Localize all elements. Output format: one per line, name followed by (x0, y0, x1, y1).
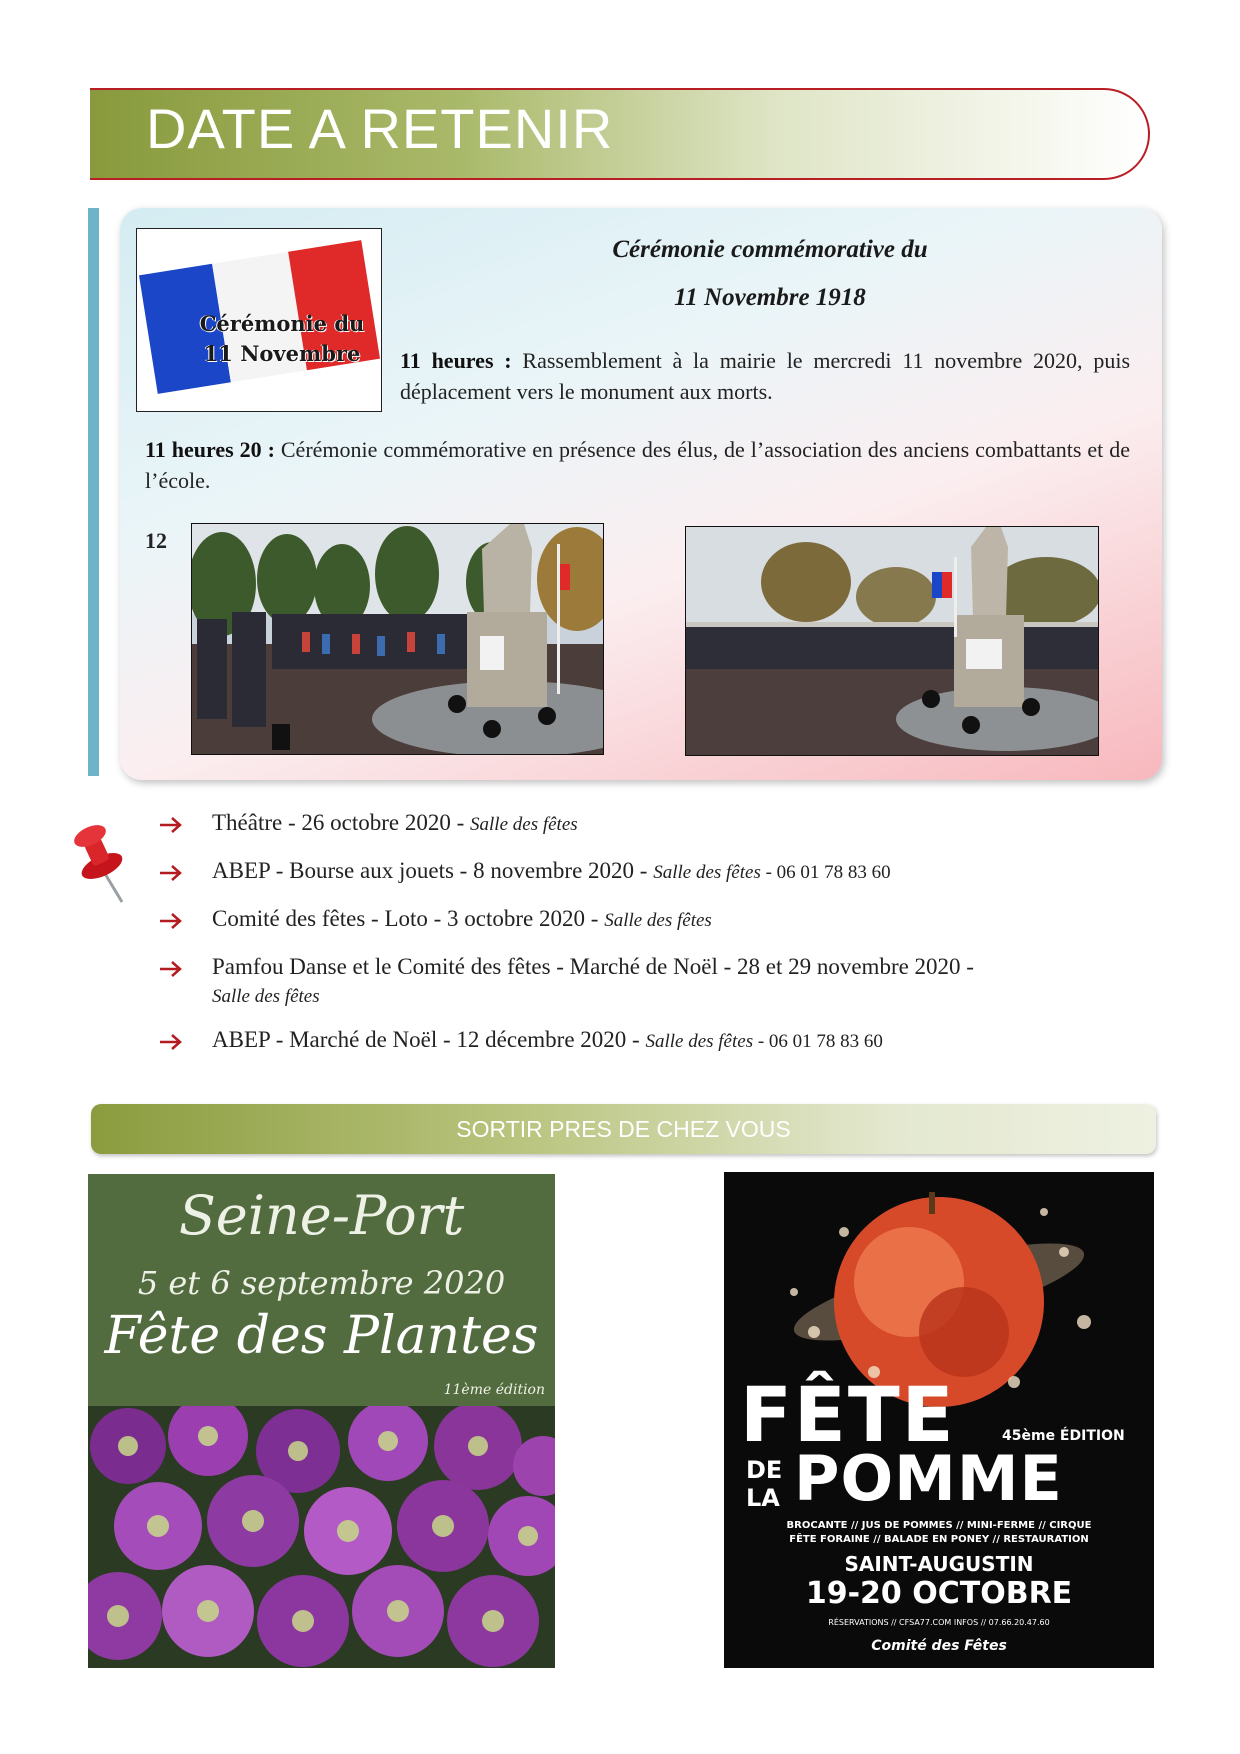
pushpin-icon (68, 820, 138, 906)
hydrangea-image (88, 1406, 555, 1668)
ceremony-photo-1 (191, 523, 604, 755)
poster1-edition: 11ème édition (443, 1382, 545, 1398)
event-item-2 (212, 857, 891, 887)
poster2-edition: 45ème ÉDITION (1002, 1428, 1125, 1444)
poster2-dates: 19-20 OCTOBRE (805, 1576, 1073, 1611)
poster-fete-de-la-pomme (724, 1172, 1154, 1668)
event-item-4 (212, 953, 1132, 1011)
poster2-place: SAINT-AUGUSTIN (844, 1552, 1034, 1576)
event-place: Salle des fêtes (604, 910, 712, 931)
poster-fete-des-plantes (88, 1174, 555, 1668)
header-banner (90, 88, 1150, 180)
event-text: ABEP - Bourse aux jouets - 8 novembre 2020 - (212, 858, 654, 883)
poster1-town: Seine-Port (178, 1184, 465, 1247)
paragraph-1-text: Rassemblement à la mairie le mercredi 11 novembre 2020, puis déplacement vers le monument aux morts. (400, 348, 1131, 404)
ceremony-flag-image (136, 228, 382, 412)
arrow-icon (158, 863, 184, 883)
poster2-activities-1: BROCANTE // JUS DE POMMES // MINI-FERME // CIRQUE (786, 1520, 1092, 1531)
arrow-icon (158, 1032, 184, 1052)
event-place: Salle des fêtes (470, 814, 578, 835)
paragraph-2-text: Cérémonie commémorative en présence des élus, de l’association des anciens combattants et de l’école. (145, 437, 1131, 493)
poster2-organizer: Comité des Fêtes (871, 1638, 1007, 1654)
event-text: Comité des fêtes - Loto - 3 octobre 2020 - (212, 906, 605, 931)
arrow-icon (158, 959, 184, 979)
event-place: Salle des fêtes (645, 1031, 754, 1052)
event-text: Théâtre - 26 octobre 2020 - (212, 810, 471, 835)
time-11h20: 11 heures 20 : (145, 437, 275, 462)
poster2-activities-2: FÊTE FORAINE // BALADE EN PONEY // RESTAURATION (789, 1534, 1089, 1545)
ceremony-paragraph-2 (145, 434, 1130, 496)
ceremony-paragraph-1 (400, 345, 1130, 407)
event-text: Pamfou Danse et le Comité des fêtes - Marché de Noël - 28 et 29 novembre 2020 - (212, 954, 974, 979)
ceremony-title-line1: Cérémonie commémorative du (612, 236, 928, 263)
arrow-icon (158, 815, 184, 835)
arrow-icon (158, 911, 184, 931)
stray-number: 12 (145, 528, 167, 553)
poster2-title-la: LA (746, 1484, 780, 1512)
event-place: Salle des fêtes (653, 862, 761, 883)
ceremony-title-line2: 11 Novembre 1918 (674, 284, 866, 311)
poster2-title-de: DE (746, 1456, 783, 1484)
sortir-title: SORTIR PRES DE CHEZ VOUS (456, 1116, 791, 1142)
panel-accent-bar (88, 208, 99, 776)
time-11h: 11 heures : (400, 348, 512, 373)
event-item-5 (212, 1026, 883, 1056)
sortir-banner (91, 1104, 1156, 1154)
poster2-title-fete: FÊTE (740, 1370, 956, 1459)
poster2-title-pomme: POMME (794, 1442, 1063, 1515)
flag-caption-line1: Cérémonie du (199, 311, 365, 336)
event-phone: - 06 01 78 83 60 (760, 862, 891, 883)
flag-caption-line2: 11 Novembre (203, 341, 361, 366)
event-item-1 (212, 809, 578, 839)
event-text: ABEP - Marché de Noël - 12 décembre 2020 - (212, 1027, 646, 1052)
poster2-reservations: RÉSERVATIONS // CFSA77.COM INFOS // 07.66.20.47.60 (828, 1618, 1050, 1627)
event-place: Salle des fêtes (212, 986, 320, 1007)
event-item-3 (212, 905, 712, 935)
page-title: DATE A RETENIR (146, 97, 614, 160)
poster1-dates: 5 et 6 septembre 2020 (137, 1264, 506, 1302)
flag-caption (187, 309, 377, 369)
poster1-title: Fête des Plantes (104, 1306, 539, 1366)
ceremony-photo-2 (685, 526, 1099, 756)
event-phone: - 06 01 78 83 60 (753, 1031, 883, 1052)
